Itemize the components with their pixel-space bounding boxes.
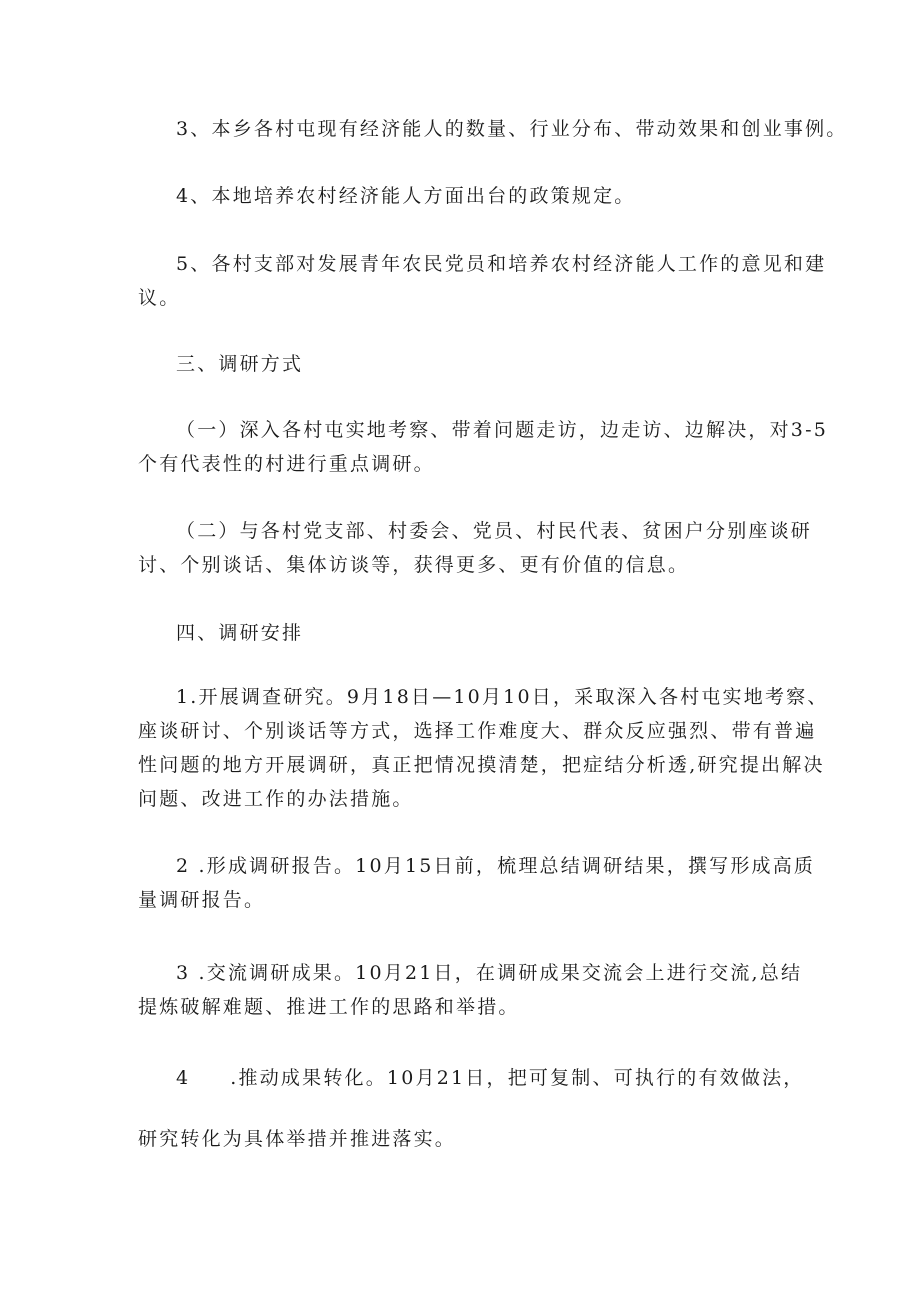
schedule-1-line-1: 1.开展调查研究。9月18日—10月10日，采取深入各村屯实地考察、 — [176, 686, 829, 708]
schedule-1-line-2: 座谈研讨、个别谈话等方式，选择工作难度大、群众反应强烈、带有普遍 — [138, 720, 817, 742]
item-3-line: 3、本乡各村屯现有经济能人的数量、行业分布、带动效果和创业事例。 — [176, 118, 848, 140]
item-5-paragraph — [138, 247, 827, 315]
schedule-2-paragraph — [138, 849, 816, 917]
item-5-line-1: 5、各村支部对发展青年农民党员和培养农村经济能人工作的意见和建 — [176, 253, 827, 275]
item-4-paragraph — [138, 179, 798, 213]
schedule-4-continuation — [138, 1122, 798, 1156]
schedule-3-line-2: 提炼破解难题、推进工作的思路和举措。 — [138, 996, 520, 1018]
schedule-4-line-1-text: .推动成果转化。10月21日，把可复制、可执行的有效做法， — [230, 1067, 805, 1089]
method-1-line-1: （一）深入各村屯实地考察、带着问题走访，边走访、边解决，对3-5 — [176, 419, 828, 441]
schedule-3-paragraph — [138, 956, 803, 1024]
method-1-paragraph — [138, 413, 828, 481]
schedule-4-number: 4 — [176, 1067, 191, 1089]
item-5-line-2: 议。 — [138, 287, 181, 309]
schedule-1-paragraph — [138, 680, 829, 816]
schedule-3-line-1: 3 .交流调研成果。10月21日，在调研成果交流会上进行交流,总结 — [176, 962, 803, 984]
section-3-heading: 三、调研方式 — [176, 353, 304, 375]
method-2-line-1: （二）与各村党支部、村委会、党员、村民代表、贫困户分别座谈研 — [176, 520, 813, 542]
schedule-2-line-1: 2 .形成调研报告。10月15日前，梳理总结调研结果，撰写形成高质 — [176, 855, 816, 877]
schedule-2-line-2: 量调研报告。 — [138, 889, 266, 911]
schedule-4-paragraph — [138, 1061, 805, 1095]
schedule-1-line-3: 性问题的地方开展调研，真正把情况摸清楚，把症结分析透,研究提出解决 — [138, 754, 825, 776]
schedule-4-line-1 — [138, 1061, 805, 1095]
method-2-paragraph — [138, 514, 813, 582]
method-1-line-2: 个有代表性的村进行重点调研。 — [138, 453, 435, 475]
schedule-4-line-2: 研究转化为具体举措并推进落实。 — [138, 1128, 457, 1150]
method-2-line-2: 讨、个别谈话、集体访谈等，获得更多、更有价值的信息。 — [138, 554, 690, 576]
item-3-paragraph — [138, 112, 848, 146]
item-4-line: 4、本地培养农村经济能人方面出台的政策规定。 — [176, 185, 636, 207]
schedule-1-line-4: 问题、改进工作的办法措施。 — [138, 788, 414, 810]
section-4-heading: 四、调研安排 — [176, 622, 304, 644]
